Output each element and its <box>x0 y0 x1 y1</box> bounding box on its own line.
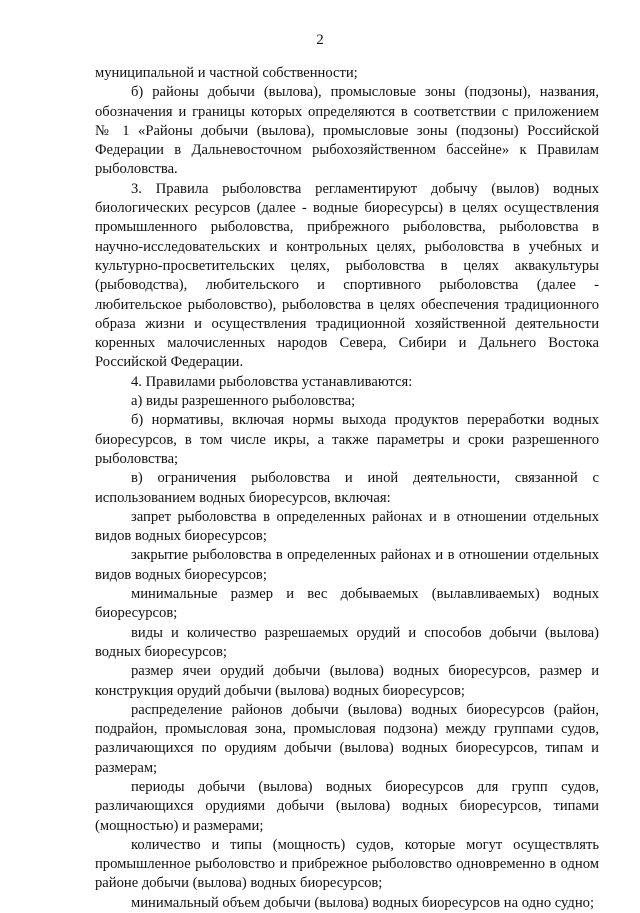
document-body <box>95 64 599 913</box>
list-item-ban: запрет рыболовства в определенных районах и в отношении отдельных видов водных биоресурсов; <box>95 508 599 545</box>
paragraph-item-b-norms: б) нормативы, включая нормы выхода продуктов переработки водных биоресурсов, в том числе икры, а также параметры и сроки разрешенного рыболовства; <box>95 412 599 467</box>
list-item-district-allocation: распределение районов добычи (вылова) водных биоресурсов (район, подрайон, промысловая зона, промысловая подзона) между группами судов, различающихся по орудиям добычи (вылова) водных биоресурсов, типам и размерам; <box>95 701 599 776</box>
paragraph-item-a: а) виды разрешенного рыболовства; <box>131 393 356 410</box>
paragraph-item-v-restrictions: в) ограничения рыболовства и иной деятельности, связанной с использованием водных биоресурсов, включая: <box>95 470 599 506</box>
list-item-min-size: минимальные размер и вес добываемых (вылавливаемых) водных биоресурсов; <box>95 586 599 622</box>
paragraph-item-b-districts: б) районы добычи (вылова), промысловые зоны (подзоны), названия, обозначения и границы которых определяются в соответствии с приложением № 1 «Районы добычи (вылова), промысловые зоны (подзоны) Российской Федерации в Дальневосточном рыбохозяйственном бассейне» к Правилам рыболовства. <box>95 84 599 178</box>
page-number: 2 <box>316 32 324 48</box>
paragraph-continuation: муниципальной и частной собственности; <box>95 65 358 81</box>
paragraph-section-3: 3. Правила рыболовства регламентируют добычу (вылов) водных биологических ресурсов (далее - водные биоресурсы) в целях осуществления промышленного рыболовства, прибрежного рыболовства, рыболовства в научно-исследовательских и контрольных целях, рыболовства в учебных и культурно-просветительских целях, рыболовства в целях аквакультуры (рыбоводства), любительского и спортивного рыболовства (далее - любительское рыболовство), рыболовства в целях обеспечения традиционного образа жизни и осуществления традиционной хозяйственной деятельности коренных малочисленных народов Севера, Сибири и Дальнего Востока Российской Федерации. <box>95 180 599 371</box>
list-item-min-catch-volume: минимальный объем добычи (вылова) водных биоресурсов на одно судно; <box>131 894 595 911</box>
paragraph-section-4: 4. Правилами рыболовства устанавливаются: <box>131 373 413 390</box>
list-item-vessel-count: количество и типы (мощность) судов, которые могут осуществлять промышленное рыболовство и прибрежное рыболовство одновременно в одном районе добычи (вылова) водных биоресурсов; <box>95 836 599 892</box>
list-item-gear-types: виды и количество разрешаемых орудий и способов добычи (вылова) водных биоресурсов; <box>95 624 599 660</box>
list-item-mesh-size: размер ячеи орудий добычи (вылова) водных биоресурсов, размер и конструкция орудий добычи (вылова) водных биоресурсов; <box>95 663 599 699</box>
list-item-closure: закрытие рыболовства в определенных районах и в отношении отдельных видов водных биоресурсов; <box>95 547 599 583</box>
list-item-fishing-periods: периоды добычи (вылова) водных биоресурсов для групп судов, различающихся орудиями добычи (вылова) водных биоресурсов, типами (мощностью) и размерами; <box>95 778 599 834</box>
